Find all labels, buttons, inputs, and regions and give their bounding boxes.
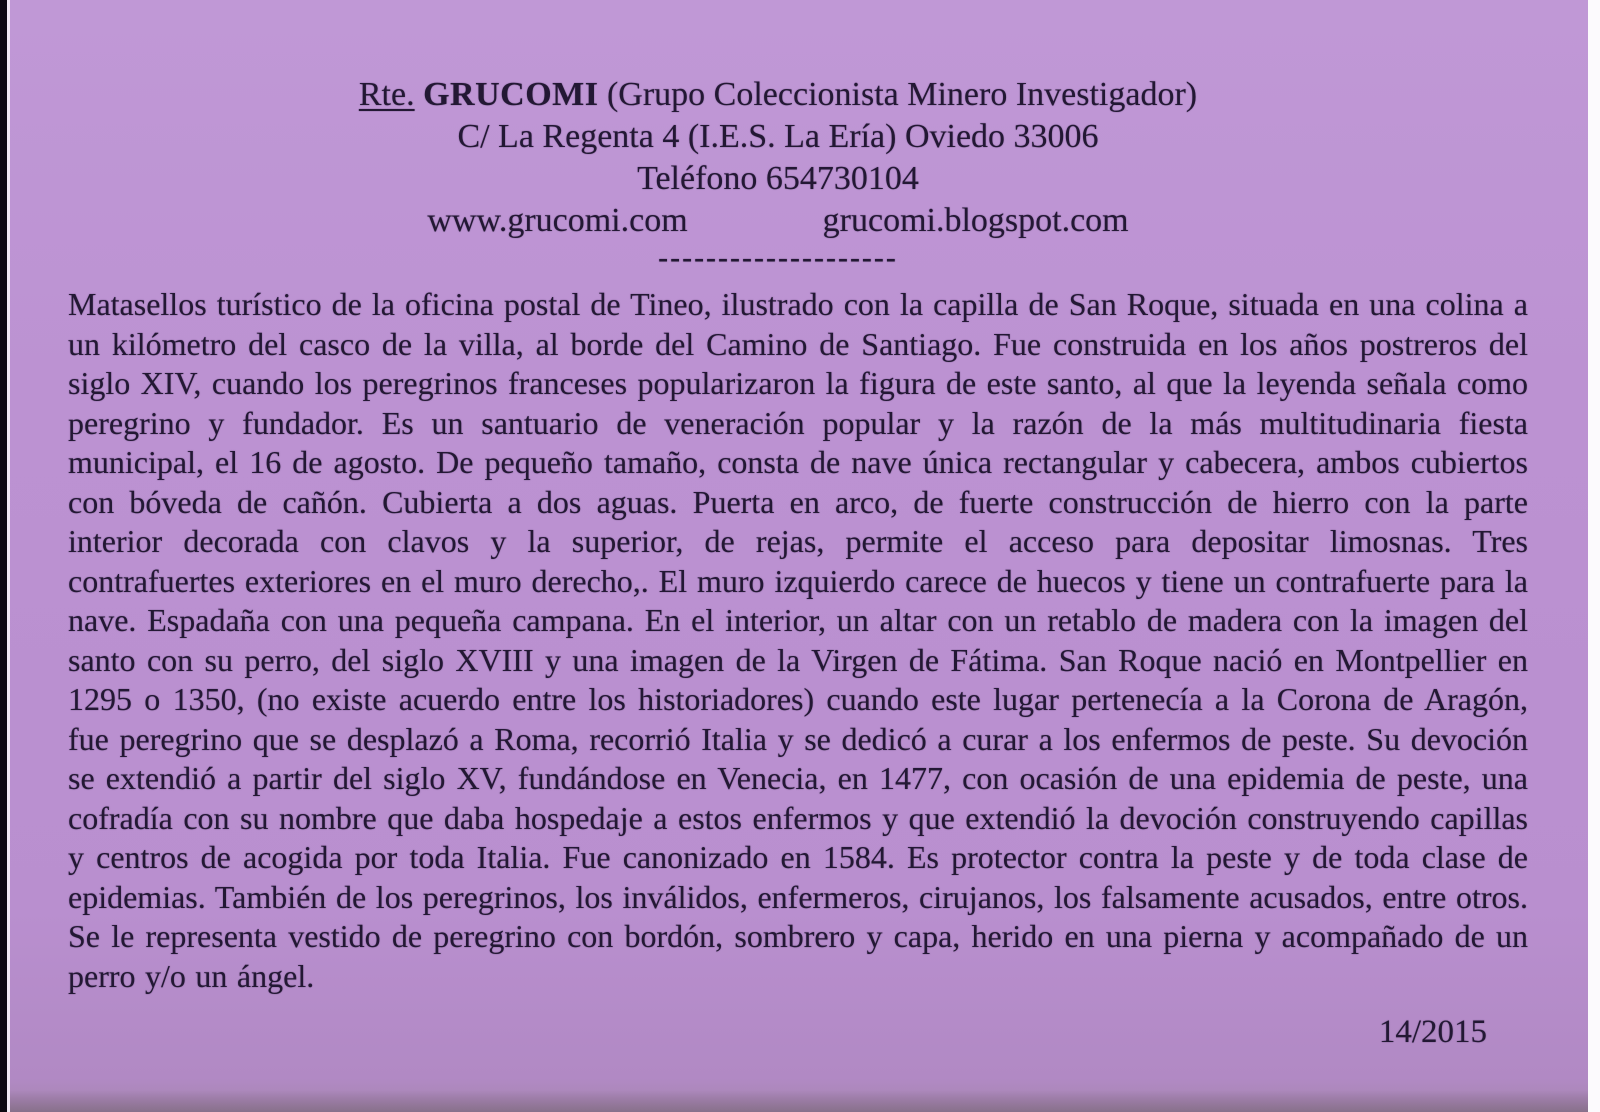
card-bottom-fold-shadow [10, 1090, 1588, 1112]
body-paragraph: Matasellos turístico de la oficina postal de Tineo, ilustrado con la capilla de San Roque, situada en una colina a un kilómetro del casco de la villa, al borde del Camino de Santiago. Fue construida en los años postreros del siglo XIV, cuando los peregrinos franceses popularizaron la figura de este santo, al que la leyenda señala como peregrino y fundador. Es un santuario de veneración popular y la razón de la más multitudinaria fiesta municipal, el 16 de agosto. De pequeño tamaño, consta de nave única rectangular y cabecera, ambos cubiertos con bóveda de cañón. Cubierta a dos aguas. Puerta en arco, de fuerte construcción de hierro con la parte interior decorada con clavos y la superior, de rejas, permite el acceso para depositar limosnas. Tres contrafuertes exteriores en el muro derecho,. El muro izquierdo carece de huecos y tiene un contrafuerte para la nave. Espadaña con una pequeña campana. En el interior, un altar con un retablo de madera con la imagen del santo con su perro, del siglo XVIII y una imagen de la Virgen de Fátima. San Roque nació en Montpellier en 1295 o 1350, (no existe acuerdo entre los historiadores) cuando este lugar pertenecía a la Corona de Aragón, fue peregrino que se desplazó a Roma, recorrió Italia y se dedicó a curar a los enfermos de peste. Su devoción se extendió a partir del siglo XV, fundándose en Venecia, en 1477, con ocasión de una epidemia de peste, una cofradía con su nombre que daba hospedaje a estos enfermos y que extendió la devoción construyendo capillas y centros de acogida por toda Italia. Fue canonizado en 1584. Es protector contra la peste y de toda clase de epidemias. También de los peregrinos, los inválidos, enfermeros, cirujanos, los falsamente acusados, entre otros. Se le representa vestido de peregrino con bordón, sombrero y capa, herido en una pierna y acompañado de un perro y/o un ángel. [68, 286, 1528, 994]
dashed-divider: -------------------- [658, 241, 898, 274]
address-line: C/ La Regenta 4 (I.E.S. La Ería) Oviedo 33006 [457, 118, 1099, 155]
sender-line [68, 74, 1488, 116]
scan-edge-right-white [1588, 0, 1600, 1112]
sender-header-block [68, 74, 1488, 274]
urls-line [68, 200, 1488, 242]
phone-line: Teléfono 654730104 [637, 160, 919, 197]
scan-edge-left-white [7, 0, 10, 1112]
card-content [68, 0, 1528, 996]
website-url: www.grucomi.com [427, 202, 688, 239]
blog-url: grucomi.blogspot.com [822, 202, 1129, 239]
sender-label: Rte. [358, 76, 415, 113]
issue-number: 14/2015 [1378, 1014, 1487, 1050]
org-name: GRUCOMI [423, 76, 599, 113]
org-description: (Grupo Coleccionista Minero Investigador) [606, 76, 1198, 113]
scan-edge-left-black [0, 0, 7, 1112]
